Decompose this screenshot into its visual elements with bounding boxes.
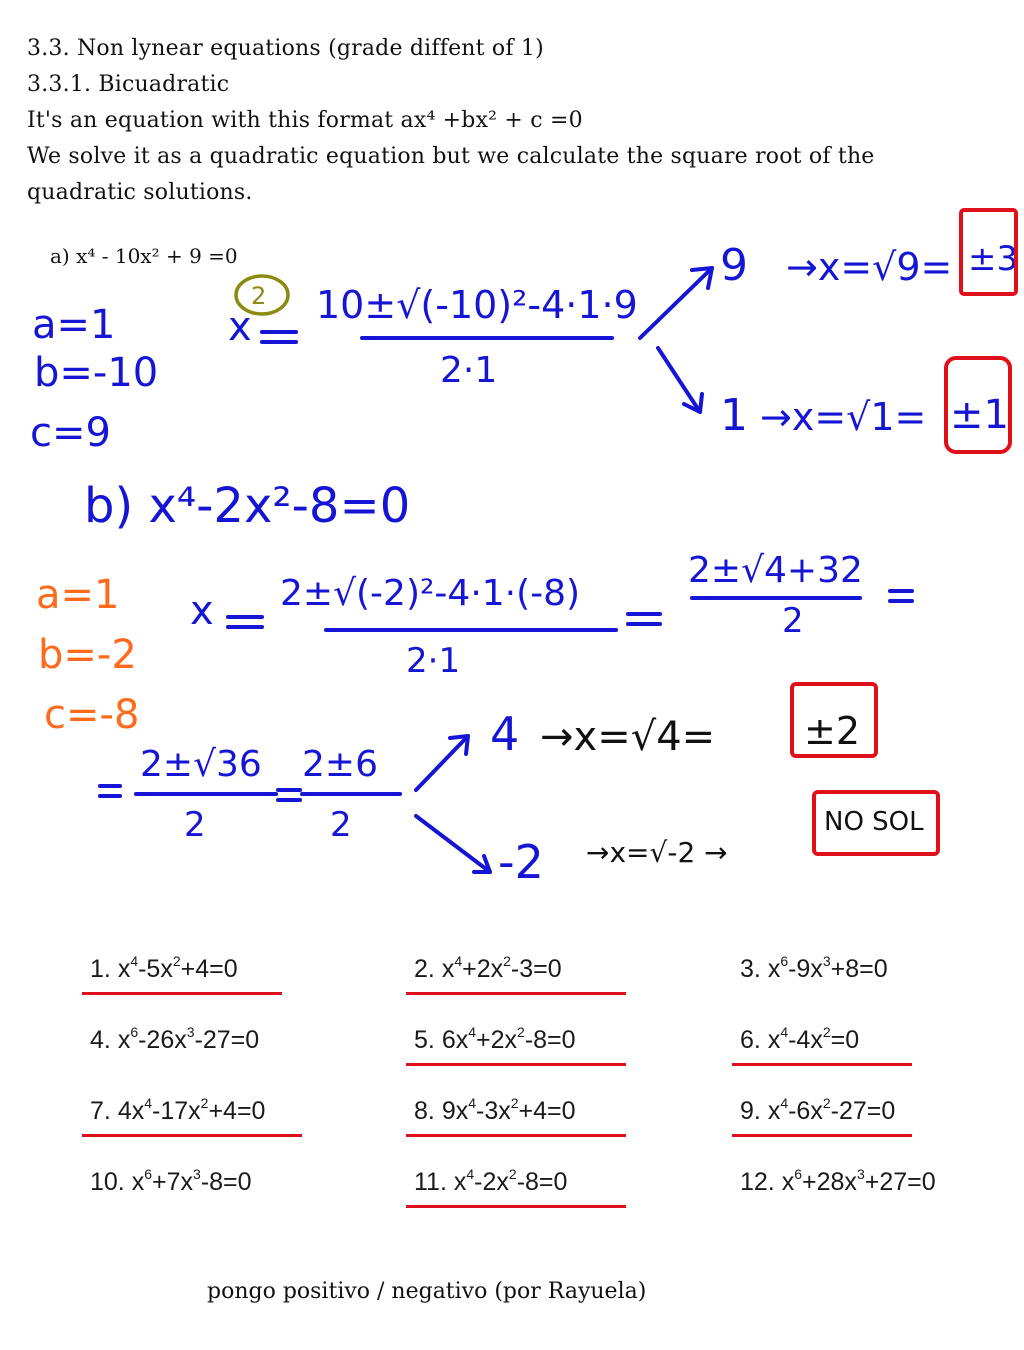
exercise-underline xyxy=(732,1063,912,1066)
arrow-up xyxy=(416,736,468,790)
exercise-number: 3. xyxy=(740,955,761,983)
example-a-coefficients xyxy=(30,302,158,456)
exercise-number: 4. xyxy=(90,1026,111,1054)
equation-term: -26x xyxy=(138,1026,187,1054)
equation-term: x xyxy=(767,1026,781,1054)
solution-plus-minus-3: ±3 xyxy=(968,239,1019,279)
solution-plus-minus-1: ±1 xyxy=(950,392,1009,438)
exponent: 4 xyxy=(466,1166,475,1182)
exponent: 6 xyxy=(130,1024,139,1040)
exercise-item xyxy=(90,955,238,984)
exponent: 4 xyxy=(468,1095,477,1111)
quadratic-numerator: 2±√(-2)²-4·1·(-8) xyxy=(280,573,581,614)
exercise-number: 9. xyxy=(740,1097,761,1125)
exercise-item xyxy=(740,1097,895,1126)
example-b-results xyxy=(540,709,924,869)
arrow-down xyxy=(658,348,700,412)
exercise-underline xyxy=(82,1134,302,1137)
equation-term: -8=0 xyxy=(524,1026,576,1054)
exercise-item xyxy=(740,1026,859,1055)
exercise-item xyxy=(740,1168,936,1197)
no-solution-label: NO SOL xyxy=(824,807,924,837)
coefficient-c: c=9 xyxy=(30,410,111,456)
equation-term: x xyxy=(117,955,131,983)
exercise-item xyxy=(90,1097,265,1126)
exponent: 2 xyxy=(200,1095,209,1111)
exercise-number: 1. xyxy=(90,955,111,983)
example-b-title-group xyxy=(84,478,410,534)
equation-term: -8=0 xyxy=(516,1168,568,1196)
equation-term: +4=0 xyxy=(518,1097,576,1125)
section-heading: 3.3. Non lynear equations (grade diffent of 1) xyxy=(27,36,544,61)
equation-term: x xyxy=(781,1168,795,1196)
exercise-item xyxy=(414,1168,567,1197)
exponent: 6 xyxy=(780,953,789,969)
equation-term: +4=0 xyxy=(180,955,238,983)
arrow-up xyxy=(640,268,712,338)
exponent: 2 xyxy=(517,1024,525,1040)
root-result-4: →x=√4= xyxy=(540,714,716,760)
exercise-item xyxy=(90,1168,252,1197)
equation-term: -27=0 xyxy=(194,1026,260,1054)
exponent: 2 xyxy=(510,1095,519,1111)
exercise-item xyxy=(414,1097,576,1126)
quadratic-denominator: 2·1 xyxy=(406,641,461,681)
exercise-underline xyxy=(406,992,626,995)
example-a-title: a) x⁴ - 10x² + 9 =0 xyxy=(50,244,238,268)
example-b-coefficients xyxy=(36,572,139,738)
root-value-1: 1 xyxy=(720,390,748,441)
x-squared-variable: x xyxy=(228,304,252,350)
equation-term: 4x xyxy=(117,1097,145,1125)
exponent: 6 xyxy=(794,1166,803,1182)
method-description-line1: We solve it as a quadratic equation but we calculate the square root of the xyxy=(27,144,875,169)
step3-numerator: 2±√36 xyxy=(140,744,262,785)
equation-term: +7x xyxy=(152,1168,194,1196)
quadratic-numerator: 10±√(-10)²-4·1·9 xyxy=(316,283,638,327)
exponent: 4 xyxy=(780,1024,789,1040)
equation-term: -2x xyxy=(474,1168,509,1196)
equation-term: -9x xyxy=(788,955,823,983)
example-b-title: b) x⁴-2x²-8=0 xyxy=(84,478,411,534)
exercise-number: 7. xyxy=(90,1097,111,1125)
equation-term: x xyxy=(767,955,781,983)
coefficient-b: b=-2 xyxy=(38,632,137,678)
coefficient-c: c=-8 xyxy=(44,692,140,738)
exercise-underline xyxy=(406,1134,626,1137)
exponent: 2 xyxy=(822,1024,831,1040)
exercise-underline xyxy=(732,1134,912,1137)
exercise-item xyxy=(414,955,562,984)
root-value-4: 4 xyxy=(490,707,520,761)
equation-term: =0 xyxy=(830,1026,860,1054)
exercise-number: 12. xyxy=(740,1168,775,1196)
exercise-item xyxy=(740,955,888,984)
solution-plus-minus-2: ±2 xyxy=(804,709,861,753)
exponent: 2 xyxy=(822,1095,831,1111)
coefficient-b: b=-10 xyxy=(34,350,159,396)
exercise-number: 6. xyxy=(740,1026,761,1054)
equation-term: +2x xyxy=(476,1026,518,1054)
equation-term: x xyxy=(767,1097,781,1125)
root-result-1: →x=√1= xyxy=(760,395,927,439)
quadratic-denominator: 2·1 xyxy=(440,350,498,391)
equation-term: +28x xyxy=(802,1168,857,1196)
exercise-item xyxy=(90,1026,259,1055)
coefficient-a: a=1 xyxy=(36,572,120,618)
equation-term: -3=0 xyxy=(510,955,562,983)
exercise-number: 8. xyxy=(414,1097,435,1125)
exponent: 3 xyxy=(193,1166,201,1182)
step2-numerator: 2±√4+32 xyxy=(688,550,863,591)
exercise-underline xyxy=(82,992,282,995)
exponent: 2 xyxy=(172,953,181,969)
step3-denominator: 2 xyxy=(184,805,206,845)
equation-term: +4=0 xyxy=(208,1097,266,1125)
step4-denominator: 2 xyxy=(330,805,352,845)
equation-term: -6x xyxy=(788,1097,823,1125)
exponent: 4 xyxy=(454,953,463,969)
exercise-number: 2. xyxy=(414,955,435,983)
example-a-formula xyxy=(228,239,1018,441)
equation-term: -5x xyxy=(138,955,173,983)
method-description-line2: quadratic solutions. xyxy=(27,180,253,205)
equation-term: -3x xyxy=(476,1097,511,1125)
equation-term: -17x xyxy=(152,1097,201,1125)
root-value-9: 9 xyxy=(720,240,748,291)
exercise-item xyxy=(414,1026,576,1055)
equation-term: x xyxy=(131,1168,145,1196)
step2-denominator: 2 xyxy=(782,601,804,641)
exercise-number: 5. xyxy=(414,1026,435,1054)
coefficient-a: a=1 xyxy=(32,302,116,348)
x-squared-variable: x xyxy=(190,588,214,634)
equation-term: x xyxy=(441,955,455,983)
root-result-9: →x=√9= xyxy=(786,245,953,289)
format-description: It's an equation with this format ax⁴ +bx² + c =0 xyxy=(27,108,583,133)
footer-note: pongo positivo / negativo (por Rayuela) xyxy=(207,1279,647,1304)
equation-term: +2x xyxy=(462,955,504,983)
equation-term: x xyxy=(117,1026,131,1054)
equation-term: 6x xyxy=(441,1026,469,1054)
exponent: 2 xyxy=(508,1166,517,1182)
exponent: 2 xyxy=(503,953,511,969)
equation-term: x xyxy=(453,1168,467,1196)
exponent: 4 xyxy=(780,1095,789,1111)
root-value-minus-2: -2 xyxy=(498,835,544,889)
arrow-down xyxy=(416,816,490,872)
exercise-underline xyxy=(406,1063,626,1066)
equation-term: -8=0 xyxy=(200,1168,252,1196)
exponent: 4 xyxy=(468,1024,477,1040)
exponent: 3 xyxy=(822,953,831,969)
exponent: 4 xyxy=(130,953,139,969)
equation-term: +8=0 xyxy=(830,955,888,983)
step4-numerator: 2±6 xyxy=(302,744,378,785)
exercise-underline xyxy=(406,1205,626,1208)
equation-term: -4x xyxy=(788,1026,823,1054)
root-result-minus-2: →x=√-2 → xyxy=(586,836,728,869)
exercise-number: 11. xyxy=(414,1168,447,1196)
exponent: 3 xyxy=(856,1166,865,1182)
svg-text:2: 2 xyxy=(251,282,267,310)
equation-term: -27=0 xyxy=(830,1097,896,1125)
exponent: 6 xyxy=(144,1166,153,1182)
exponent: 3 xyxy=(186,1024,195,1040)
equation-term: +27=0 xyxy=(864,1168,936,1196)
exponent: 4 xyxy=(144,1095,153,1111)
equation-term: 9x xyxy=(441,1097,469,1125)
exercise-number: 10. xyxy=(90,1168,125,1196)
subsection-heading: 3.3.1. Bicuadratic xyxy=(27,72,230,97)
